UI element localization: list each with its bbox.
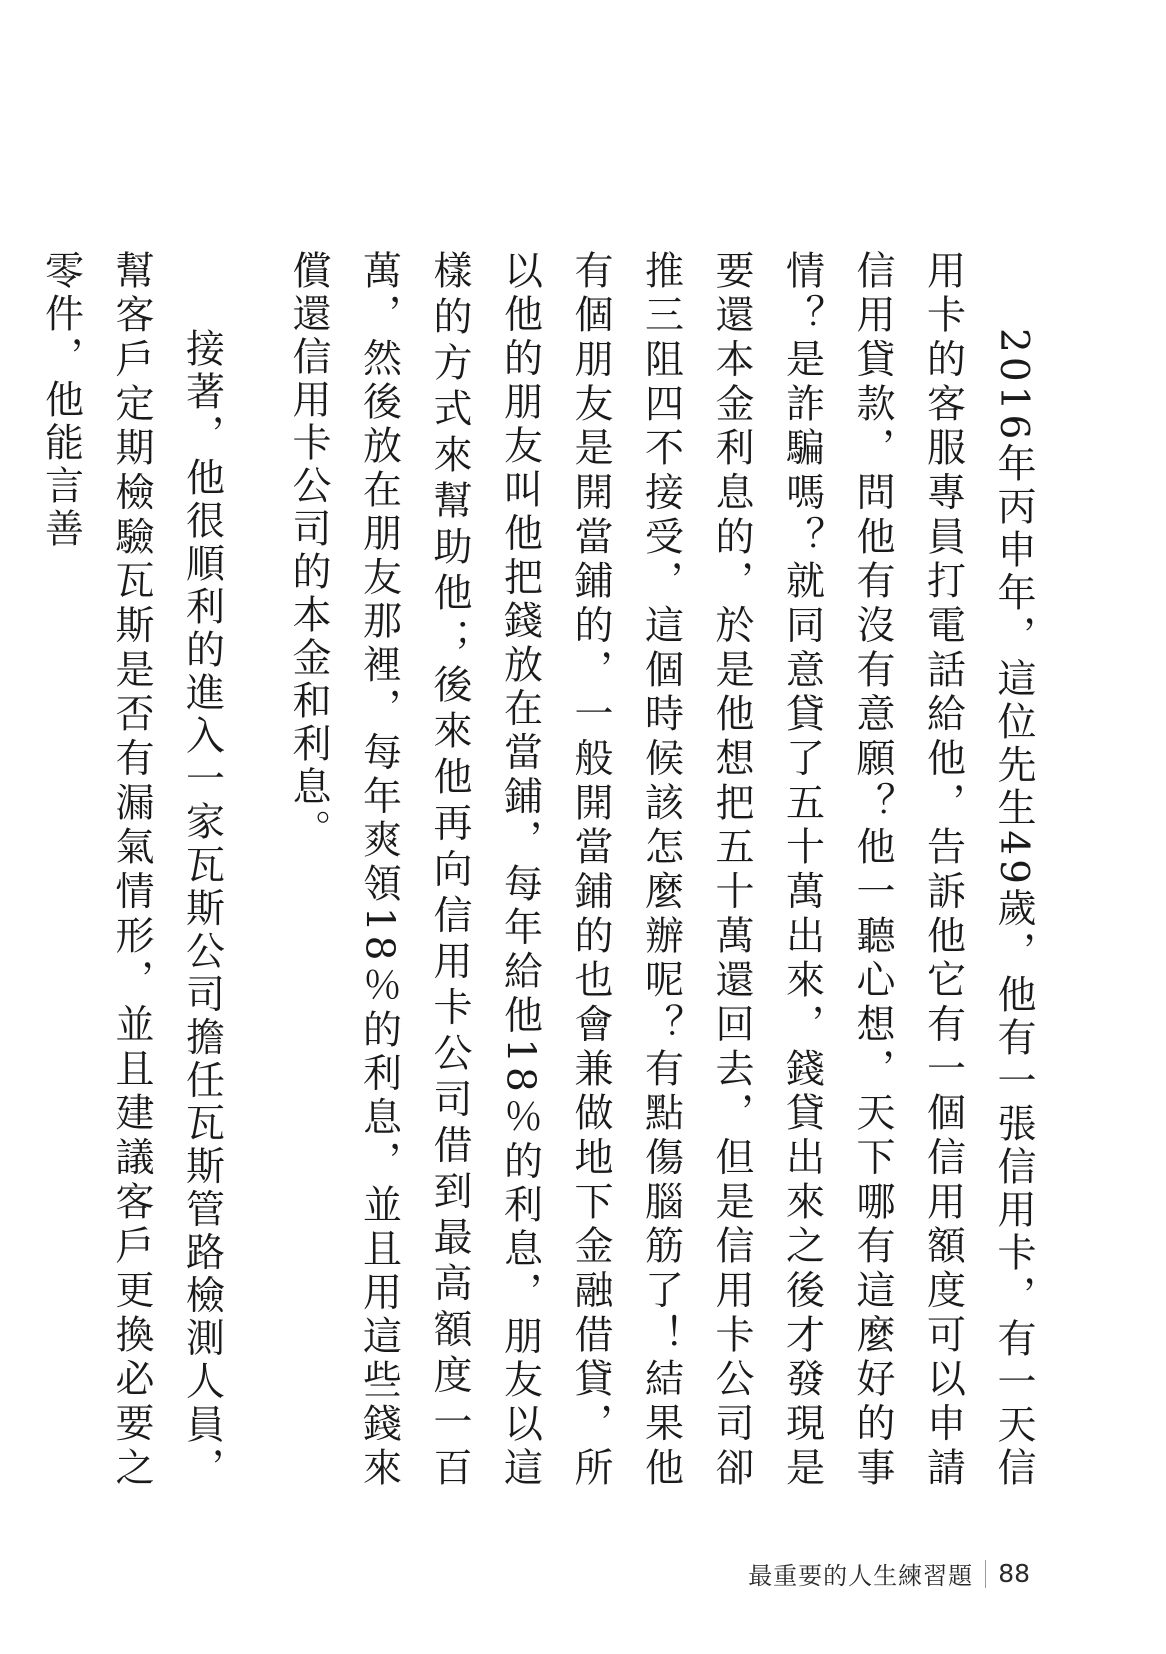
body-text [25, 250, 1048, 1490]
paragraph-1: 2016年丙申年，這位先生49歲，他有一張信用卡，有一天信用卡的客服專員打電話給他，告訴他它有一個信用額度可以申請信用貸款，問他有沒有意願？他一聽心想，天下哪有這麼好的事情？是詐騙嗎？就同意貸了五十萬出來，錢貸出來之後才發現是要還本金利息的，於是他想把五十萬還回去，但是信用卡公司卻推三阻四不接受，這個時候該怎麼辦呢？有點傷腦筋了！結果他有個朋友是開當鋪的，一般開當鋪的也會兼做地下金融借貸，所以他的朋友叫他把錢放在當鋪，每年給他18％的利息，朋友以這樣的方式來幫助他；後來他再向信用卡公司借到最高額度一百萬，然後放在朋友那裡，每年爽領18％的利息，並且用這些錢來償還信用卡公司的本金和利息。 [286, 250, 1036, 1490]
page-footer [748, 1556, 1030, 1591]
book-title: 最重要的人生練習題 [748, 1562, 974, 1590]
footer-divider [985, 1560, 986, 1588]
page-number: 88 [998, 1559, 1030, 1588]
paragraph-2: 接著，他很順利的進入一家瓦斯公司擔任瓦斯管路檢測人員，幫客戶定期檢驗瓦斯是否有漏氣情形，並且建議客戶更換必要之零件，他能言善 [38, 250, 225, 1490]
